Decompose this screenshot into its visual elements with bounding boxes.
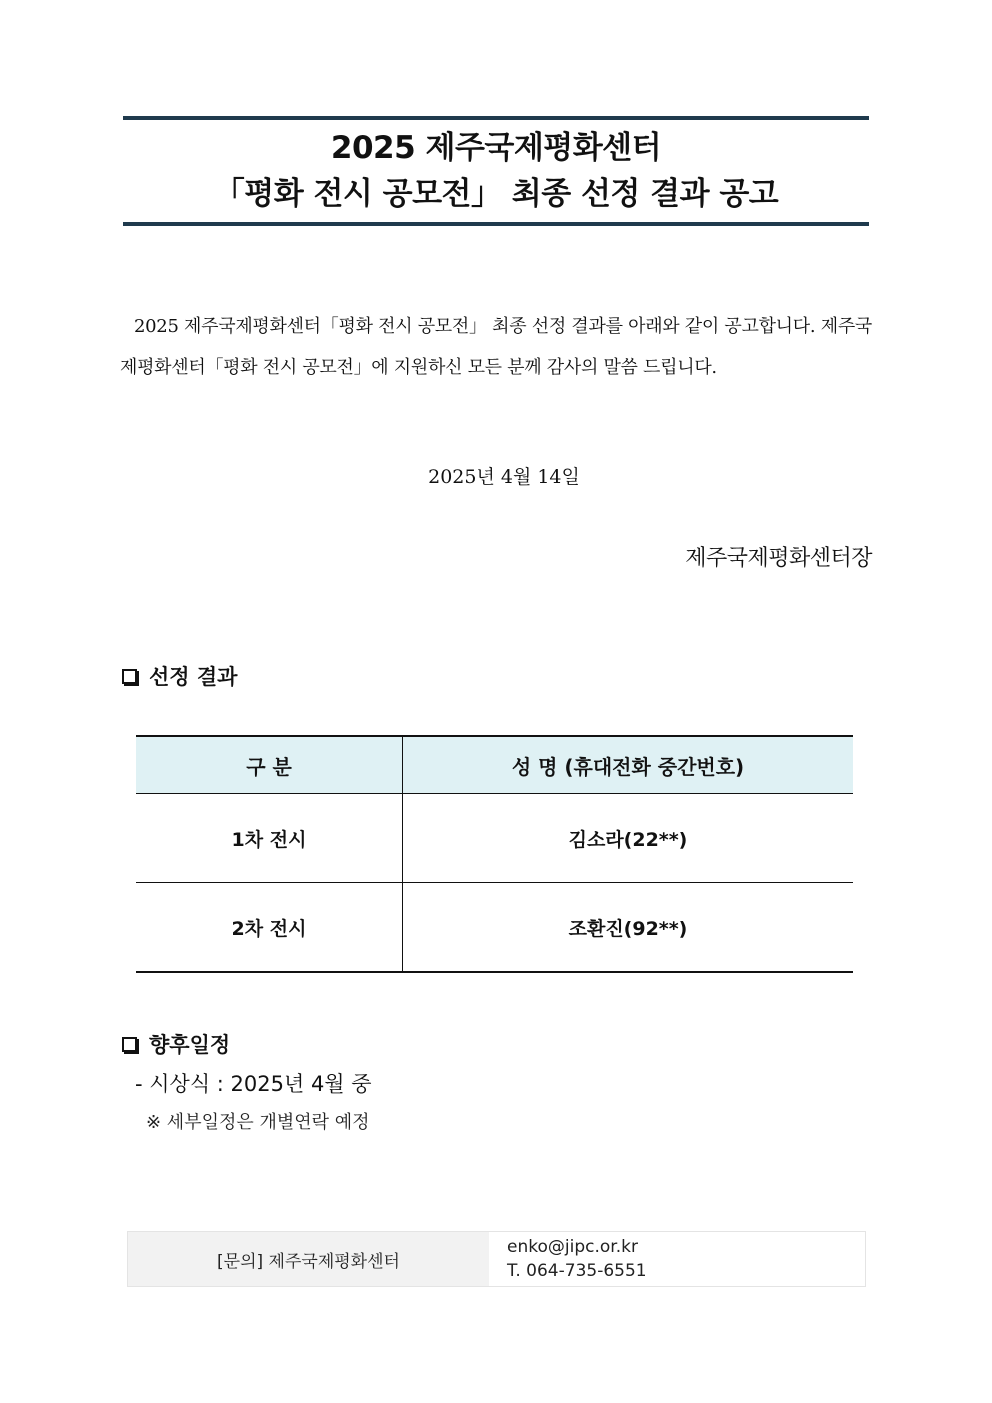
- announcement-date: 2025년 4월 14일: [428, 466, 580, 488]
- contact-email[interactable]: enko@jipc.or.kr: [507, 1237, 638, 1257]
- results-section-heading: [122, 661, 237, 691]
- row-category: 1차 전시: [136, 794, 403, 883]
- contact-label: [문의] 제주국제평화센터: [128, 1232, 489, 1286]
- table-row: [136, 883, 853, 973]
- results-heading-label: 선정 결과: [149, 665, 238, 689]
- schedule-note: ※ 세부일정은 개별연락 예정: [146, 1112, 370, 1133]
- table-row: [136, 794, 853, 883]
- title-box: [123, 116, 869, 226]
- row-name: 조환진(92**): [403, 883, 854, 973]
- checkbox-square-icon: [122, 669, 137, 684]
- header-name: 성 명 (휴대전화 중간번호): [403, 736, 854, 794]
- contact-phone: T. 064-735-6551: [507, 1261, 647, 1281]
- row-category: 2차 전시: [136, 883, 403, 973]
- row-name: 김소라(22**): [403, 794, 854, 883]
- schedule-section-heading: [122, 1029, 230, 1059]
- intro-paragraph: 2025 제주국제평화센터「평화 전시 공모전」 최종 선정 결과를 아래와 같이 공고합니다. 제주국제평화센터「평화 전시 공모전」에 지원하신 모든 분께 감사의 말씀 드립니다.: [120, 316, 872, 378]
- table-header-row: [136, 736, 853, 794]
- schedule-heading-label: 향후일정: [149, 1033, 231, 1057]
- results-table: [136, 735, 853, 973]
- title-line-2: 「평화 전시 공모전」 최종 선정 결과 공고: [213, 176, 779, 212]
- checkbox-square-icon: [122, 1037, 137, 1052]
- schedule-item: - 시상식 : 2025년 4월 중: [135, 1072, 372, 1096]
- header-category: 구 분: [136, 736, 403, 794]
- title-line-1: 2025 제주국제평화센터: [330, 130, 662, 166]
- contact-box: [127, 1231, 866, 1287]
- contact-info: [489, 1232, 865, 1286]
- issuer-name: 제주국제평화센터장: [685, 546, 872, 571]
